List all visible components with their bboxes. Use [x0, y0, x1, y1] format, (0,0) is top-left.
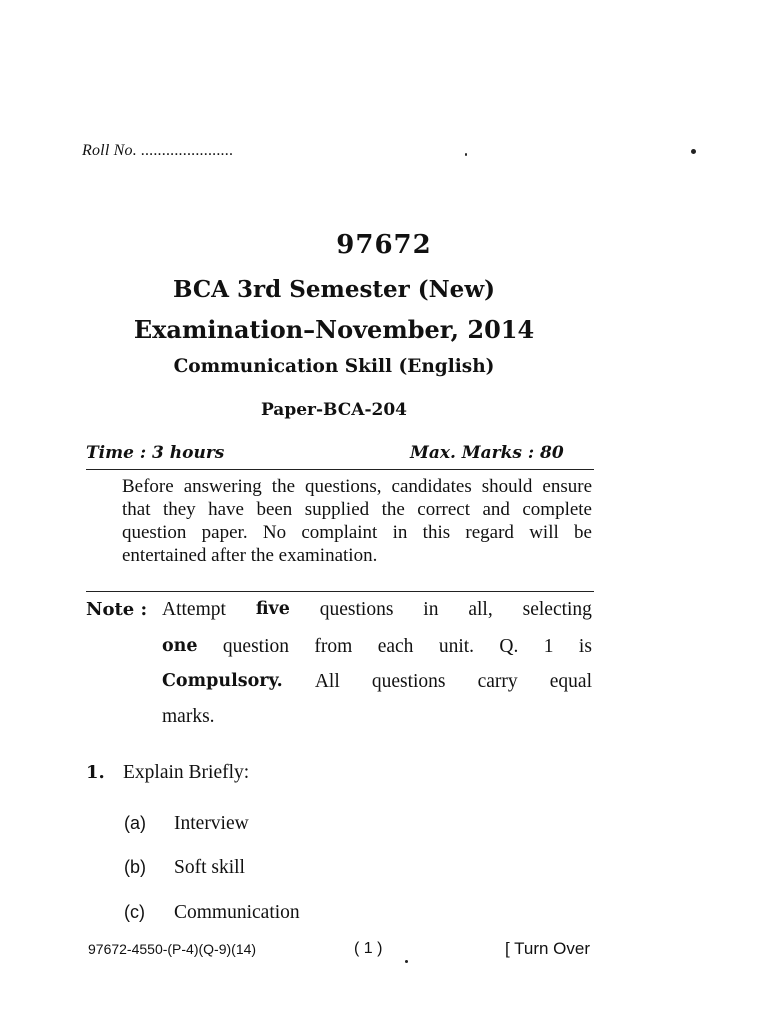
note-word-bold: Compulsory. [162, 671, 283, 691]
roll-number-field: Roll No. ...................... [82, 142, 234, 159]
divider-top [86, 469, 594, 470]
page-number: ( 1 ) [354, 940, 383, 957]
sub-question-text: Interview [174, 813, 249, 834]
note-word: selecting [522, 599, 592, 620]
note-line-4 [162, 706, 215, 728]
note-line-2 [162, 636, 592, 658]
note-label: Note : [86, 599, 148, 620]
note-line-1 [162, 599, 592, 621]
note-line-3 [162, 671, 592, 693]
note-word: unit. [438, 636, 475, 657]
note-word: in [423, 599, 439, 620]
note-word: Q. [499, 636, 519, 657]
scan-speck [465, 153, 467, 156]
note-word-bold: five [255, 599, 290, 619]
question-text: Explain Briefly: [123, 762, 250, 783]
examination-heading: Examination–November, 2014 [133, 315, 535, 344]
note-word: from [314, 636, 353, 657]
note-word: questions [319, 599, 394, 620]
paper-code: 97672 [336, 230, 432, 260]
subject-heading: Communication Skill (English) [173, 356, 495, 377]
note-word: 1 [543, 636, 554, 657]
note-word: All [314, 671, 340, 692]
footer-paper-code: 97672-4550-(P-4)(Q-9)(14) [88, 941, 257, 957]
paper-number: Paper-BCA-204 [260, 400, 407, 420]
sub-question-label: (a) [124, 813, 146, 833]
scan-speck [691, 149, 696, 154]
note-word: marks. [162, 706, 215, 727]
max-marks: Max. Marks : 80 [410, 443, 564, 463]
turn-over-label: [ Turn Over [505, 939, 591, 958]
note-word: each [377, 636, 414, 657]
note-word: Attempt [162, 599, 226, 620]
candidate-instructions: Before answering the questions, candidates should ensure that they have been supplied the correct and complete question paper. No complaint in this regard will be entertained after the examination. [122, 476, 592, 566]
scan-speck [405, 960, 408, 963]
sub-question-label: (b) [124, 857, 146, 877]
divider-bottom [86, 591, 594, 592]
note-word-bold: one [162, 636, 198, 656]
sub-question-text: Soft skill [174, 857, 245, 878]
note-word: is [578, 636, 592, 657]
semester-heading: BCA 3rd Semester (New) [173, 276, 495, 303]
question-number: 1. [86, 762, 105, 783]
note-word: all, [468, 599, 493, 620]
note-word: carry [477, 671, 518, 692]
note-word: equal [549, 671, 592, 692]
time-allowed: Time : 3 hours [86, 443, 225, 463]
sub-question-label: (c) [124, 902, 145, 922]
note-word: questions [371, 671, 446, 692]
sub-question-text: Communication [174, 902, 300, 923]
note-word: question [222, 636, 290, 657]
